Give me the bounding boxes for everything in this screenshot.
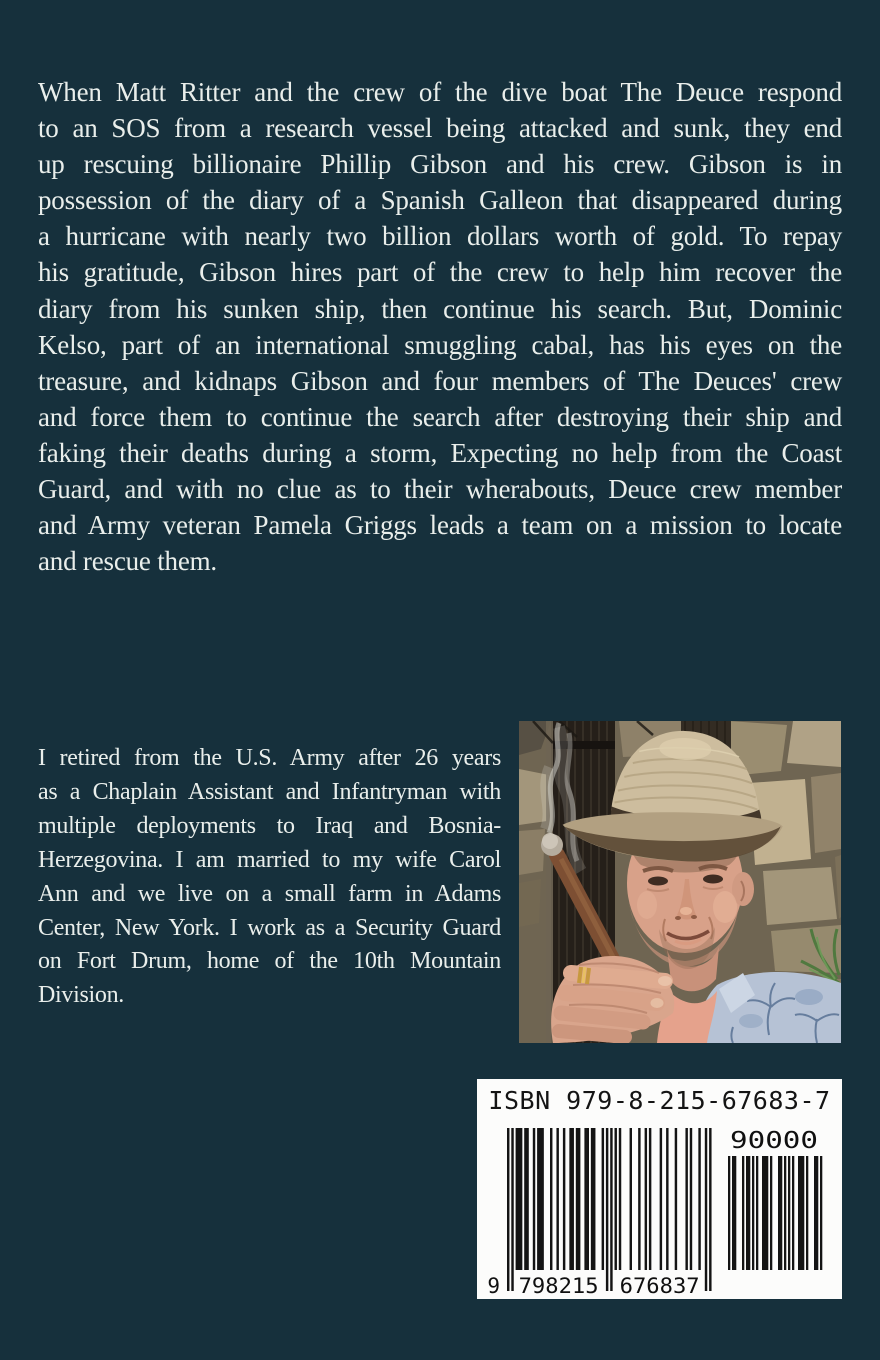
text-line: on Fort Drum, home of the 10th Mountain <box>38 948 501 975</box>
ean13-barcode <box>477 1122 842 1302</box>
author-bio-paragraph <box>38 742 501 1013</box>
synopsis-paragraph <box>38 74 842 579</box>
svg-text:90000: 90000 <box>730 1128 818 1154</box>
text-line: Ann and we live on a small farm in Adams <box>38 880 501 907</box>
text-line: his gratitude, Gibson hires part of the crew to help him recover the <box>38 257 842 288</box>
text-line: and rescue them. <box>38 546 217 577</box>
isbn-barcode-block <box>477 1079 842 1299</box>
author-photo <box>519 721 841 1043</box>
text-line: Herzegovina. I am married to my wife Carol <box>38 846 501 873</box>
text-line: multiple deployments to Iraq and Bosnia- <box>38 812 501 839</box>
text-line: Center, New York. I work as a Security Guard <box>38 914 501 941</box>
text-line: diary from his sunken ship, then continue his search. But, Dominic <box>38 293 842 324</box>
text-line: possession of the diary of a Spanish Galleon that disappeared during <box>38 185 842 216</box>
text-line: Kelso, part of an international smuggling cabal, has his eyes on the <box>38 329 842 360</box>
text-line: When Matt Ritter and the crew of the dive boat The Deuce respond <box>38 77 842 107</box>
author-photo-illustration <box>519 721 841 1043</box>
isbn-label: ISBN 979-8-215-67683-7 <box>488 1086 831 1115</box>
svg-text:798215: 798215 <box>518 1274 599 1298</box>
text-line: as a Chaplain Assistant and Infantryman with <box>38 778 501 805</box>
svg-text:676837: 676837 <box>619 1274 700 1298</box>
text-line: and Army veteran Pamela Griggs leads a team on a mission to locate <box>38 510 842 541</box>
text-line: to an SOS from a research vessel being attacked and sunk, they end <box>38 113 842 144</box>
text-line: treasure, and kidnaps Gibson and four members of The Deuces' crew <box>38 365 842 396</box>
text-line: up rescuing billionaire Phillip Gibson and his crew. Gibson is in <box>38 149 842 180</box>
text-line: and force them to continue the search after destroying their ship and <box>38 401 842 432</box>
text-line: faking their deaths during a storm, Expecting no help from the Coast <box>38 437 842 468</box>
svg-text:9: 9 <box>487 1274 500 1298</box>
text-line: Division. <box>38 982 124 1009</box>
text-line: I retired from the U.S. Army after 26 years <box>38 745 501 771</box>
text-line: a hurricane with nearly two billion dollars worth of gold. To repay <box>38 221 842 252</box>
text-line: Guard, and with no clue as to their wherabouts, Deuce crew member <box>38 474 842 505</box>
